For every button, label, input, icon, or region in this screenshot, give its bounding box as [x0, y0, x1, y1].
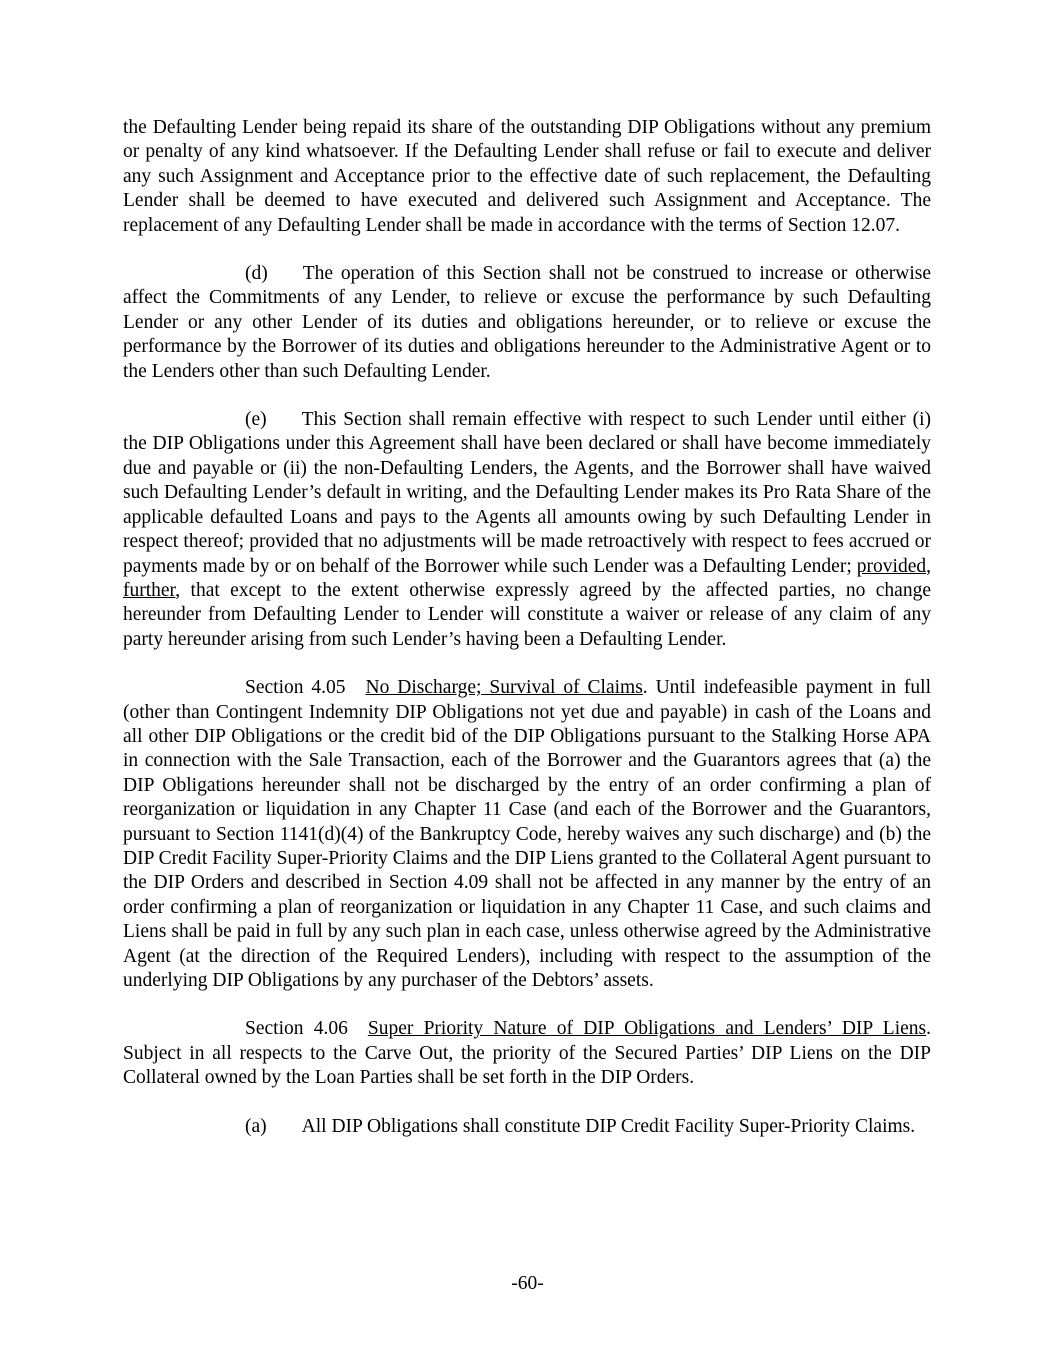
- section-number-label: Section 4.06: [245, 1018, 348, 1040]
- paragraph-text: The operation of this Section shall not be construed to increase or otherwise affect the Commitments of any Lender, to relieve or excuse the performance by such Defaulting Lender or any other Lender of its duties and obligations hereunder, or to relieve or excuse the performance by the Borrower of its duties and obligations hereunder to the Administrative Agent or to the Lenders other than such Defaulting Lender.: [123, 263, 931, 382]
- paragraph-text: ,: [926, 555, 931, 577]
- paragraph-label: (e): [245, 409, 267, 431]
- section-heading-underlined: Super Priority Nature of DIP Obligations and Lenders’ DIP Liens: [367, 1018, 927, 1040]
- paragraph-section-4-06: [123, 1017, 931, 1090]
- paragraph-a: [123, 1115, 931, 1139]
- paragraph-text: the Defaulting Lender being repaid its share of the outstanding DIP Obligations without any premium or penalty of any kind whatsoever. If the Defaulting Lender shall refuse or fail to execute and deliver any such Assignment and Acceptance prior to the effective date of such replacement, the Defaulting Lender shall be deemed to have executed and delivered such Assignment and Acceptance. The replacement of any Defaulting Lender shall be made in accordance with the terms of Section 12.07.: [123, 117, 931, 236]
- paragraph-text: , that except to the extent otherwise expressly agreed by the affected parties, no change hereunder from Defaulting Lender to Lender will constitute a waiver or release of any claim of any party hereunder arising from such Lender’s having been a Defaulting Lender.: [123, 579, 931, 650]
- underlined-term-further: further: [123, 579, 176, 601]
- paragraph-label: (d): [245, 263, 268, 285]
- paragraph-label: (a): [245, 1115, 267, 1137]
- underlined-term-provided: provided: [856, 555, 927, 577]
- section-heading-underlined: No Discharge; Survival of Claims: [365, 677, 643, 699]
- page-number: -60-: [511, 1273, 544, 1294]
- paragraph-e: [123, 408, 931, 652]
- paragraph-text: This Section shall remain effective with respect to such Lender until either (i) the DIP Obligations under this Agreement shall have been declared or shall have become immediately due and payable or (ii) the non-Defaulting Lenders, the Agents, and the Borrower shall have waived such Defaulting Lender’s default in writing, and the Defaulting Lender makes its Pro Rata Share of the applicable defaulted Loans and pays to the Agents all amounts owing by such Defaulting Lender in respect thereof; provided that no adjustments will be made retroactively with respect to fees accrued or payments made by or on behalf of the Borrower while such Lender was a Defaulting Lender;: [123, 409, 931, 577]
- paragraph-d: [123, 262, 931, 384]
- paragraph-section-4-05: [123, 676, 931, 993]
- paragraph-text: All DIP Obligations shall constitute DIP Credit Facility Super-Priority Claims.: [301, 1115, 916, 1137]
- paragraph-text: . Subject in all respects to the Carve Out, the priority of the Secured Parties’ DIP Liens on the DIP Collateral owned by the Loan Parties shall be set forth in the DIP Orders.: [123, 1018, 931, 1089]
- paragraph-continuation: [123, 116, 931, 238]
- section-number-label: Section 4.05: [245, 677, 346, 699]
- document-body: [123, 116, 931, 1163]
- paragraph-text: . Until indefeasible payment in full (other than Contingent Indemnity DIP Obligations not yet due and payable) in cash of the Loans and all other DIP Obligations or the credit bid of the DIP Obligations pursuant to the Stalking Horse APA in connection with the Sale Transaction, each of the Borrower and the Guarantors agrees that (a) the DIP Obligations hereunder shall not be discharged by the entry of an order confirming a plan of reorganization or liquidation in any Chapter 11 Case (and each of the Borrower and the Guarantors, pursuant to Section 1141(d)(4) of the Bankruptcy Code, hereby waives any such discharge) and (b) the DIP Credit Facility Super-Priority Claims and the DIP Liens granted to the Collateral Agent pursuant to the DIP Orders and described in Section 4.09 shall not be affected in any manner by the entry of an order confirming a plan of reorganization or liquidation in any Chapter 11 Case, and such claims and Liens shall be paid in full by any such plan in each case, unless otherwise agreed by the Administrative Agent (at the direction of the Required Lenders), including with respect to the assumption of the underlying DIP Obligations by any purchaser of the Debtors’ assets.: [123, 677, 931, 991]
